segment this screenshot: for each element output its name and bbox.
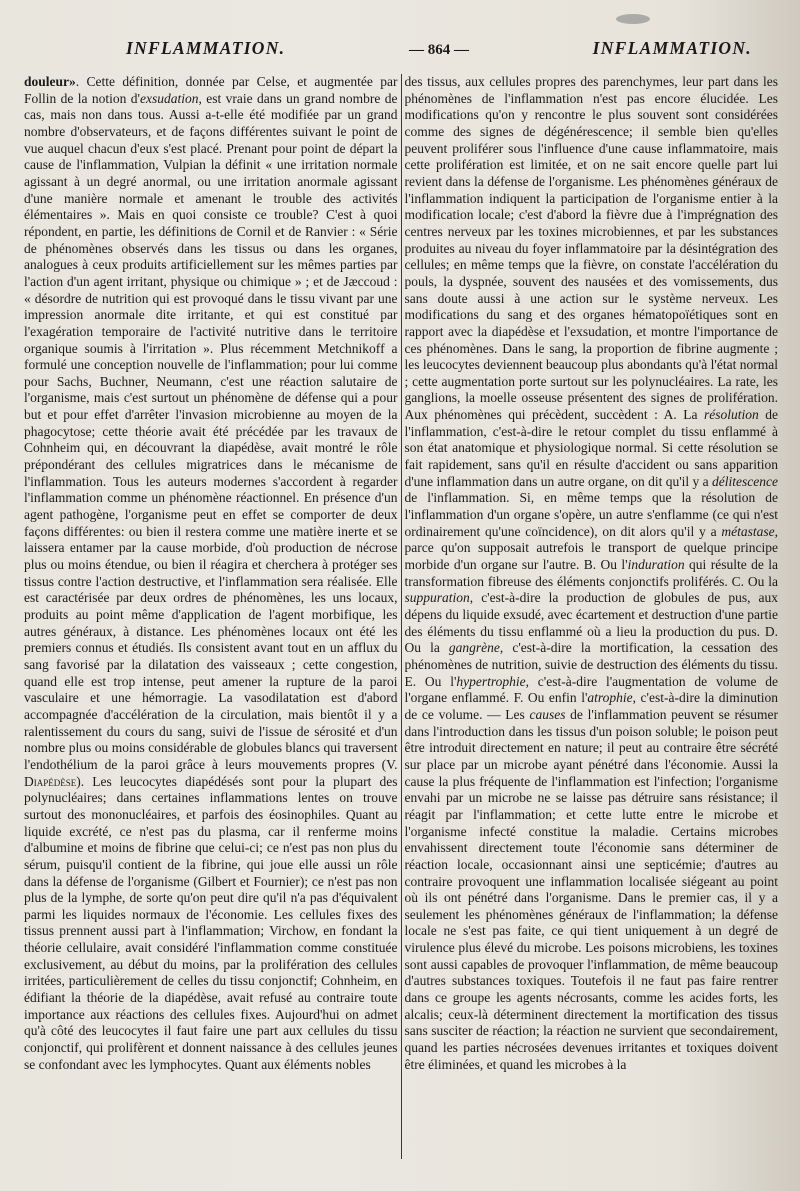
header-left-title: INFLAMMATION. xyxy=(126,38,286,58)
paragraph xyxy=(24,74,398,1073)
column-divider xyxy=(401,74,402,1159)
running-header xyxy=(24,38,778,68)
italic-term: induration xyxy=(627,557,685,573)
header-right-title: INFLAMMATION. xyxy=(592,38,752,58)
italic-term: causes xyxy=(529,706,566,722)
cross-reference: Diapédèse xyxy=(24,773,77,789)
italic-term: atrophie xyxy=(587,690,633,706)
italic-term: suppuration xyxy=(404,590,470,606)
text-run: de l'inflammation, c'est-à-dire le retour complet du tissu enflammé à son état anatomique et physiologique normal. Si cette résolution se fait rapidement, sans qu'il en résulte d'accident ou sans apparition d'une inflammation dans un autre organe, on dit qu'il y a xyxy=(404,407,778,489)
italic-term: exsudation xyxy=(139,90,199,106)
italic-term: gangrène xyxy=(448,640,500,656)
text-run: . Cette définition, donnée par Celse, et augmentée par Follin de la notion d' xyxy=(24,74,398,106)
italic-term: métastase xyxy=(721,523,775,539)
text-run: de l'inflammation. Si, en même temps que la résolution de l'inflammation d'un organe s'opère, un autre s'enflamme (ce qui n'est ordinairement qu'une coïncidence), on dit alors qu'il y a xyxy=(404,490,778,539)
text-run: , c'est-à-dire la production de globules de pus, aux dépens du liquide exsudé, avec écartement et destruction d'une partie des éléments du tissu enflammé où a lieu la production du pus. D. Ou la xyxy=(404,590,778,656)
page-number: — 864 — xyxy=(409,42,469,58)
text-columns xyxy=(24,74,778,1159)
text-run: , c'est-à-dire la diminution de ce volume. — Les xyxy=(404,690,778,722)
text-run: , c'est-à-dire l'augmentation de volume de l'organe enflammé. F. Ou enfin l' xyxy=(404,673,778,706)
text-run: qui résulte de la transformation fibreuse des éléments conjonctifs proliférés. C. Ou la xyxy=(404,557,778,589)
right-column xyxy=(405,74,779,1159)
text-run: , est vraie dans un grand nombre de cas, mais non dans tous. Aussi a-t-elle été modifiée par un grand nombre d'observateurs, et de façons différentes suivant le point de vue auquel chacun d'eux s'est placé. Prenant pour point de départ la cause de l'inflammation, Vulpian la définit « une irritation normale agissant à un degré anormal, ou une irritation anormale agissant d'une manière normale et amenant le trouble des activités élémentaires ». Mais en quoi consiste ce trouble? C'est à quoi répondent, en partie, les définitions de Cornil et de Ranvier : « Série de phénomènes observés dans les tissus ou dans les organes, analogues à ceux produits artificiellement sur les mêmes parties par l'action d'un agent irritant, physique ou chimique » ; et de Jæccoud : « désordre de nutrition qui est provoqué dans le tissu vivant par une impression anormale dite irritante, et qui est constitué par l'exagération temporaire de l'activité nutritive dans le territoire organique soumis à l'irritation ». Plus récemment Metchnikoff a formulé une conception nouvelle de l'inflammation; pour lui comme pour Sachs, Buchner, Neumann, c'est une réaction salutaire de l'organisme, mais c'est surtout un phénomène de défense qui a pour but et pour effet d'arrêter l'invasion microbienne au moyen de la phagocytose; cette théorie avait été précédée par les travaux de Cohnheim qui, en découvrant la diapédèse, avait montré le rôle prépondérant des cellules migratrices dans le mécanisme de l'inflammation. Tous les auteurs modernes s'accordent à regarder l'inflammation comme un phénomène réactionnel. En présence d'un agent pathogène, l'organisme peut en effet se comporter de deux façons différentes: ou bien il restera comme une matière inerte et se laissera entamer par la cause morbide, d'où production de nécrose plus ou moins étendue, ou bien il réagira et cherchera à protéger ses tissus contre l'action destructive, et l'inflammation sera réalisée. Elle est caractérisée par deux ordres de phénomènes, les uns locaux, produits au point même d'application de l'agent morbifique, les autres généraux, à distance. Les phénomènes locaux ont été les premiers connus et étudiés. Ils consistent avant tout en un afflux du sang favorisé par la dilatation des vaisseaux ; cette congestion, quand elle est trop intense, peut amener la rupture de la paroi vasculaire et une hémorragie. La vasodilatation est d'abord accompagnée d'accélération de la circulation, mais bientôt il y a ralentissement du cours du sang, suivi de l'issue de sérosité et d'un nombre plus ou moins considérable de globules blancs qui traversent l'endothélium de la paroi grâce à leurs mouvements propres (V. xyxy=(24,90,398,772)
text-run: des tissus, aux cellules propres des parenchymes, leur part dans les phénomènes de l'inflammation n'est pas encore élucidée. Les modifications qu'on y rencontre le plus souvent sont considérées comme des signes de dégénérescence; il semble bien qu'elles peuvent proliférer sous l'influence d'une cause inflammatoire, mais cette prolifération est limitée, et on ne sait encore quelle part lui revient dans la défense de l'organisme. Les phénomènes généraux de l'inflammation indiquent la participation de l'organisme entier à la modification locale; c'est d'abord la fièvre due à l'imprégnation des centres nerveux par les toxines microbiennes, et par les substances produites au niveau du foyer inflammatoire par la désintégration des cellules; en même temps que la fièvre, on constate l'accélération du pouls, la dyspnée, souvent des nausées et des vomissements, dus sans doute aussi à une action sur le système nerveux. Les modifications du sang et des organes hématopoïétiques sont en rapport avec la diapédèse et l'exsudation, et montre l'importance de ces phénomènes. Dans le sang, la proportion de fibrine augmente ; les leucocytes deviennent beaucoup plus abondants qu'à l'état normal ; cette augmentation porte surtout sur les polynucléaires. La rate, les ganglions, la moelle osseuse présentent des signes de prolifération. Aux phénomènes qui précèdent, succèdent : A. La xyxy=(404,74,778,423)
paragraph xyxy=(405,74,779,1073)
text-run: de l'inflammation peuvent se résumer dans l'introduction dans les tissus d'un poison soluble; le poison peut être introduit directement en nature; il peut au contraire être sécrété sur place par un microbe ayant pénétré dans l'économie. Aussi la cause la plus fréquente de l'inflammation est l'infection; l'organisme envahi par un microbe ne se laisse pas détruire sans résistance; il réagit par l'inflammation; et cette lutte entre le microbe et l'organisme infecté constitue la maladie. Certains microbes envahissent directement toute l'économie sans déterminer de réaction locale, occasionnant ainsi une septicémie; d'autres au contraire provoquent une inflammation localisée siégeant au point où ils ont pénétré dans l'organisme. Dans le premier cas, il y a seulement les phénomènes généraux de l'inflammation; la défense locale ne s'est pas faite, ce qui tient uniquement à un degré de virulence plus élevé du microbe. Les poisons microbiens, les toxines sont aussi capables de provoquer l'inflammation, de même beaucoup d'autres substances toxiques. Toutefois il ne faut pas faire rentrer dans ce groupe les agents nécrosants, comme les acides forts, les alcalis; ceux-là déterminent directement la mortification des tissus sans susciter de réaction; la réaction ne survient que secondairement, quand les parties nécrosées devenues irritantes et toxiques doivent être éliminées, et quand les microbes à la xyxy=(404,706,778,1072)
opening-word: douleur» xyxy=(24,74,76,89)
text-run: , parce qu'on supposait autrefois le transport de quelque principe morbide d'un organe sur l'autre. B. Ou l' xyxy=(404,523,778,573)
italic-term: délitescence xyxy=(712,473,778,489)
ink-blot xyxy=(616,14,650,24)
left-column xyxy=(24,74,398,1159)
italic-term: hypertrophie xyxy=(456,673,526,689)
text-run: ). Les leucocytes diapédésés sont pour la plupart des polynucléaires; dans certaines inflammations lentes on trouve surtout des mononucléaires, et parfois des éosinophiles. Quant au liquide excrété, ce n'est pas du plasma, car il renferme moins d'albumine et moins de fibrine que celui-ci; ce n'est pas non plus du sérum, puisqu'il contient de la fibrine, qui joue elle aussi un rôle dans la défense de l'organisme (Gilbert et Fournier); ce n'est pas non plus de la lymphe, de sorte qu'on peut dire qu'il n'a pas d'équivalent parmi les liquides normaux de l'économie. Les cellules fixes des tissus prennent aussi part à l'inflammation; Virchow, en fondant la théorie cellulaire, avait considéré l'inflammation comme constituée exclusivement, au début du moins, par la prolifération des cellules irritées, particulièrement de celles du tissu conjonctif; Cohnheim, en édifiant la théorie de la diapédèse, avait refusé au contraire toute importance aux réactions des cellules fixes. Aujourd'hui on admet qu'à côté des leucocytes il faut faire une part aux cellules du tissu conjonctif, qui prolifèrent et donnent naissance à des cellules jeunes se confondant avec les lymphocytes. Quant aux éléments nobles xyxy=(24,773,398,1072)
italic-term: résolution xyxy=(703,407,759,423)
text-run: , c'est-à-dire la mortification, la cessation des phénomènes de nutrition, suivie de destruction des éléments du tissu. E. Ou l' xyxy=(404,640,778,689)
